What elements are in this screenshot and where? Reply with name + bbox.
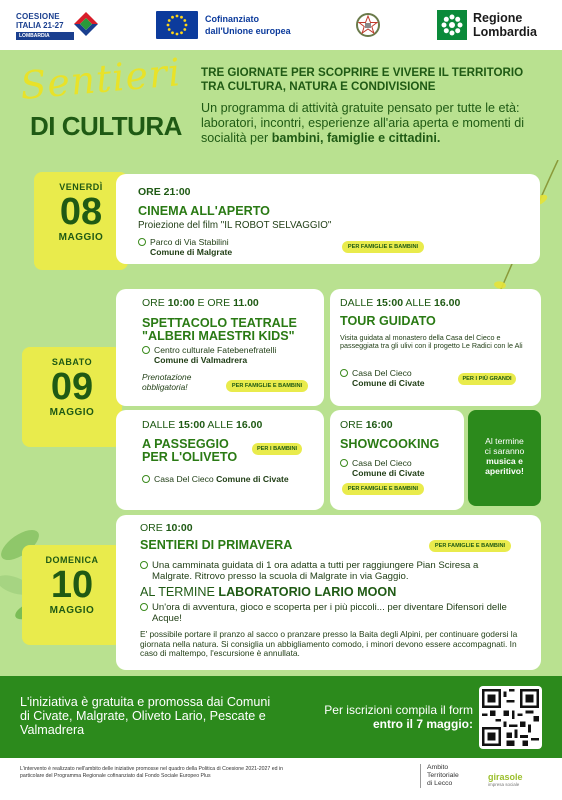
headline: TRE GIORNATE PER SCOPRIRE E VIVERE IL TERRITORIO TRA CULTURA, NATURA E CONDIVISIONE	[201, 66, 524, 93]
qr-code-icon	[482, 689, 539, 746]
event-note: E' possibile portare il pranzo al sacco o pranzare presso la Baita degli Alpini, per continuare godersi la giornata nella natura. Si consiglia un abbigliamento comodo, i minori devono essere accompagnati. In caso di maltempo, l'escursione è annullata.	[140, 629, 518, 659]
event-card-spring-trail	[116, 515, 541, 670]
event-card-olive-walk	[116, 410, 324, 510]
event-time: ORE 10:00 E ORE 11.00	[142, 297, 259, 309]
event-title: TOUR GUIDATO	[340, 314, 436, 328]
event-title: SPETTACOLO TEATRALE "ALBERI MAESTRI KIDS"	[142, 316, 297, 343]
audience-pill: PER I PIÙ GRANDI	[458, 373, 516, 385]
logo-header	[0, 0, 562, 50]
date-badge-friday: VENERDÌ 08 MAGGIO	[34, 172, 128, 270]
audience-pill: PER I BAMBINI	[252, 443, 302, 455]
audience-pill: PER FAMIGLIE E BAMBINI	[342, 241, 424, 253]
location-marker-icon	[142, 475, 150, 483]
event-time: ORE 16:00	[340, 419, 393, 431]
title-bold: DI CULTURA	[30, 111, 182, 141]
event-time: ORE 21:00	[138, 186, 191, 198]
bullet-marker-icon	[140, 561, 148, 569]
location-marker-icon	[340, 459, 348, 467]
event-card-guided-tour	[330, 289, 541, 406]
date-badge-sunday: DOMENICA 10 MAGGIO	[22, 545, 122, 645]
date-badge-saturday: SABATO 09 MAGGIO	[22, 347, 122, 447]
event-title: SHOWCOOKING	[340, 437, 440, 451]
event-title: CINEMA ALL'APERTO	[138, 204, 270, 218]
event-bullet: Una camminata guidata di 1 ora adatta a tutti per raggiungere Pian Sciresa a Malgrate. Ritrovo presso la scuola di Malgrate in via Gaggio.	[140, 560, 520, 582]
event-card-showcooking	[330, 410, 464, 510]
event-location: Casa Del Cieco Comune di Civate	[340, 368, 425, 388]
regione-lombardia-rose-icon	[437, 10, 467, 40]
regione-lombardia-logo: Regione Lombardia	[437, 10, 537, 40]
eu-cofinanced-logo: Cofinanziato dall'Unione europea	[156, 10, 291, 40]
event-description: Proiezione del film "IL ROBOT SELVAGGIO"	[138, 220, 332, 231]
bullet-marker-icon	[140, 603, 148, 611]
funding-footnote: L'intervento è realizzato nell'ambito delle iniziative promosse nel quadro della Politica di Coesione 2021-2027 ed in particolare del Programma Regionale cofinanziato dal Fondo Sociale Europeo Plus	[20, 766, 283, 779]
coesione-italia-logo: COESIONE ITALIA 21-27 LOMBARDIA	[16, 10, 100, 40]
event-description: Visita guidata al monastero della Casa del Cieco e passeggiata tra gli ulivi con il progetto Le Radici con le Ali	[340, 333, 523, 351]
footer	[0, 758, 562, 800]
event-title: SENTIERI DI PRIMAVERA	[140, 538, 293, 552]
title-script: Sentieri	[18, 50, 183, 108]
audience-pill: PER FAMIGLIE E BAMBINI	[226, 380, 308, 392]
eu-flag-icon	[156, 11, 198, 39]
event-time: ORE 10:00	[140, 522, 193, 534]
event-location: Parco di Via Stabilini Comune di Malgrate	[138, 237, 232, 257]
event-card-cinema	[116, 174, 540, 264]
event-bullet: Un'ora di avventura, gioco e scoperta per i più piccoli... per diventare Difensori delle Acque!	[140, 602, 520, 624]
event-card-theatre	[116, 289, 324, 406]
location-marker-icon	[138, 238, 146, 246]
event-subtitle: AL TERMINE LABORATORIO LARIO MOON	[140, 585, 397, 599]
coesione-arrow-icon	[72, 10, 100, 38]
event-time: DALLE 15:00 ALLE 16.00	[142, 419, 263, 431]
promoters-text: L'iniziativa è gratuita e promossa dai Comuni di Civate, Malgrate, Oliveto Lario, Pescate e Valmadrera	[20, 695, 271, 737]
audience-pill: PER FAMIGLIE E BAMBINI	[429, 540, 511, 552]
location-marker-icon	[142, 346, 150, 354]
italian-republic-emblem-icon	[355, 11, 381, 39]
event-location: Casa Del Cieco Comune di Civate	[142, 474, 289, 484]
booking-note: Prenotazione obbligatoria!	[142, 372, 192, 392]
event-location: Centro culturale Fatebenefratelli Comune di Valmadrera	[142, 345, 276, 365]
audience-pill: PER FAMIGLIE E BAMBINI	[342, 483, 424, 495]
ambito-territoriale-logo: Ambito Territoriale di Lecco	[420, 764, 480, 788]
girasole-logo: girasole impresa sociale	[488, 772, 523, 787]
registration-qr-code[interactable]	[479, 686, 542, 749]
aperitivo-callout: Al termine ci saranno musica e aperitivo!	[468, 410, 541, 506]
event-title: A PASSEGGIO PER L'OLIVETO	[142, 437, 238, 464]
event-location: Casa Del Cieco Comune di Civate	[340, 458, 425, 478]
intro-text: Un programma di attività gratuite pensato per tutte le età: laboratori, incontri, esperienze all'aria aperta e momenti di socialità per bambini, famiglie e cittadini.	[201, 101, 525, 145]
program-panel	[0, 50, 562, 676]
event-time: DALLE 15:00 ALLE 16.00	[340, 297, 461, 309]
location-marker-icon	[340, 369, 348, 377]
promotion-banner	[0, 676, 562, 758]
registration-text: Per iscrizioni compila il form entro il 7 maggio:	[324, 703, 473, 731]
